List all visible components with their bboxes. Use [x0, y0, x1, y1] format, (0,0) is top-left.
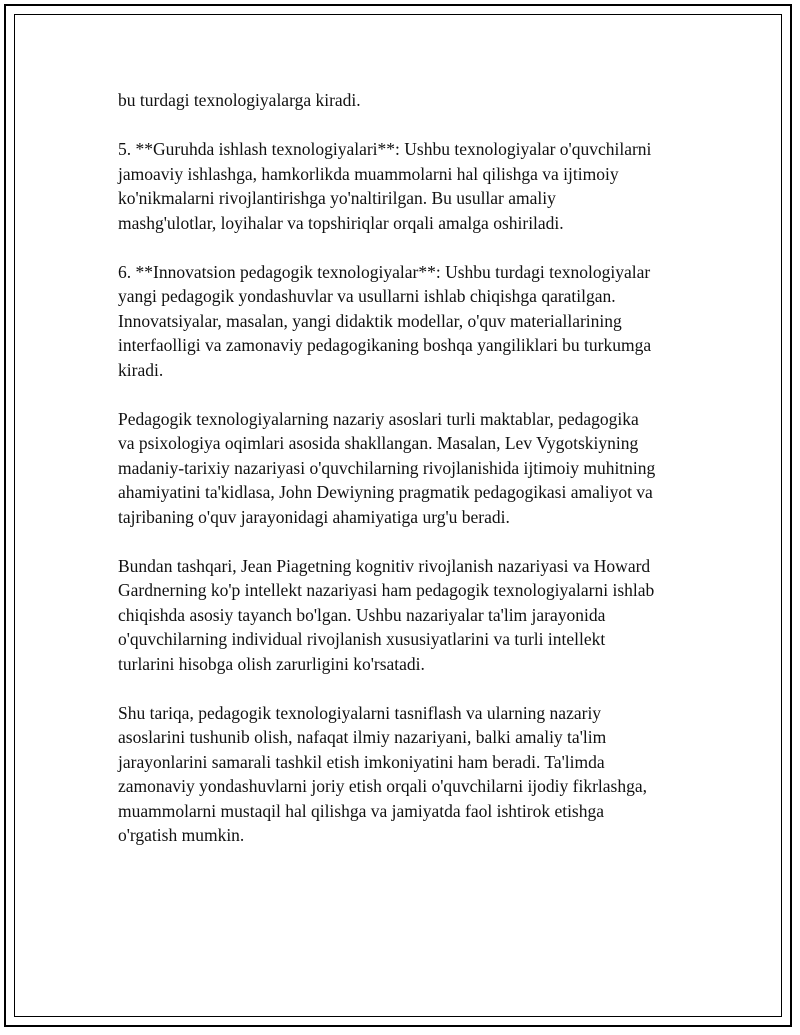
paragraph-intro-continued — [118, 88, 718, 113]
text-line: Innovatsiyalar, masalan, yangi didaktik modellar, o'quv materiallarining — [118, 310, 622, 331]
text-line: Bundan tashqari, Jean Piagetning kognitiv rivojlanish nazariyasi va Howard — [118, 555, 651, 576]
text-line: ko'nikmalarni rivojlantirishga yo'naltirilgan. Bu usullar amaliy — [118, 188, 556, 208]
text-line: jarayonlarini samarali tashkil etish imkoniyatini ham beradi. Ta'limda — [118, 751, 605, 772]
paragraph-theory — [118, 407, 718, 530]
text-line: turlarini hisobga olish zarurligini ko'rsatadi. — [118, 653, 425, 674]
text-line: Pedagogik texnologiyalarning nazariy asoslari turli maktablar, pedagogika — [118, 408, 639, 429]
document-body — [118, 88, 718, 872]
text-line: zamonaviy yondashuvlarni joriy etish orqali o'quvchilarni ijodiy fikrlashga, — [118, 776, 648, 796]
paragraph-item-6 — [118, 260, 718, 383]
text-line: muammolarni mustaqil hal qilishga va jamiyatda faol ishtirok etishga — [118, 800, 605, 821]
text-line: Shu tariqa, pedagogik texnologiyalarni tasniflash va ularning nazariy — [118, 702, 602, 723]
paragraph-conclusion — [118, 701, 718, 848]
text-line: madaniy-tarixiy nazariyasi o'quvchilarning rivojlanishida ijtimoiy muhitning — [118, 457, 656, 478]
text-line: interfaolligi va zamonaviy pedagogikaning boshqa yangiliklari bu turkumga — [118, 335, 652, 355]
text-line: va psixologiya oqimlari asosida shakllangan. Masalan, Lev Vygotskiyning — [118, 433, 639, 453]
text-line: mashg'ulotlar, loyihalar va topshiriqlar orqali amalga oshiriladi. — [118, 212, 564, 233]
text-line: tajribaning o'quv jarayonidagi ahamiyatiga urg'u beradi. — [118, 506, 510, 527]
text-line: asoslarini tushunib olish, nafaqat ilmiy nazariyani, balki amaliy ta'lim — [118, 727, 607, 747]
text-line: 6. **Innovatsion pedagogik texnologiyalar**: Ushbu turdagi texnologiyalar — [118, 261, 651, 282]
text-line: yangi pedagogik yondashuvlar va usullarni ishlab chiqishga qaratilgan. — [118, 286, 616, 306]
paragraph-item-5 — [118, 137, 718, 235]
text-line: bu turdagi texnologiyalarga kiradi. — [118, 90, 361, 110]
text-line: kiradi. — [118, 359, 164, 380]
text-line: jamoaviy ishlashga, hamkorlikda muammolarni hal qilishga va ijtimoiy — [118, 163, 619, 184]
text-line: chiqishda asosiy tayanch bo'lgan. Ushbu nazariyalar ta'lim jarayonida — [118, 604, 606, 625]
text-line: 5. **Guruhda ishlash texnologiyalari**: Ushbu texnologiyalar o'quvchilarni — [118, 139, 652, 159]
paragraph-piaget-gardner — [118, 554, 718, 677]
text-line: o'quvchilarning individual rivojlanish xususiyatlarini va turli intellekt — [118, 629, 606, 649]
text-line: o'rgatish mumkin. — [118, 825, 245, 845]
text-line: Gardnerning ko'p intellekt nazariyasi ham pedagogik texnologiyalarni ishlab — [118, 580, 655, 600]
text-line: ahamiyatini ta'kidlasa, John Dewiyning pragmatik pedagogikasi amaliyot va — [118, 482, 653, 502]
